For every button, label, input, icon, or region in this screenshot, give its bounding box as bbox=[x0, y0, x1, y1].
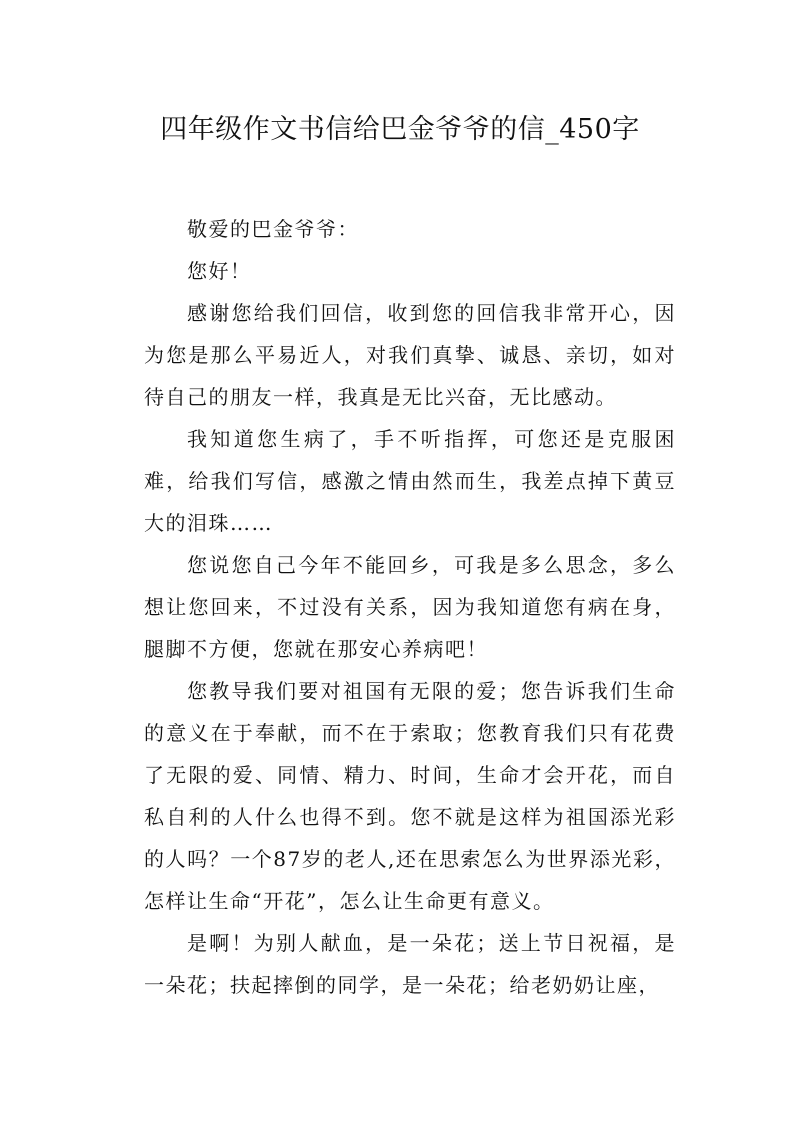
document-body bbox=[144, 208, 676, 1006]
paragraph-hometown: 您说您自己今年不能回乡，可我是多么思念，多么想让您回来，不过没有关系，因为我知道您有病在身，腿脚不方便，您就在那安心养病吧！ bbox=[144, 553, 676, 661]
paragraph-illness: 我知道您生病了，手不听指挥，可您还是克服困难，给我们写信，感激之情由然而生，我差点掉下黄豆大的泪珠…… bbox=[144, 427, 676, 535]
document-title: 四年级作文书信给巴金爷爷的信_450字 bbox=[160, 114, 640, 145]
paragraph-thanks: 感谢您给我们回信，收到您的回信我非常开心，因为您是那么平易近人，对我们真挚、诚恳、亲切，如对待自己的朋友一样，我真是无比兴奋，无比感动。 bbox=[144, 301, 676, 409]
paragraph-flowers: 是啊！为别人献血，是一朵花；送上节日祝福，是一朵花；扶起摔倒的同学，是一朵花；给老奶奶让座， bbox=[144, 931, 676, 997]
greeting-line: 敬爱的巴金爷爷： bbox=[187, 217, 359, 241]
salutation-line: 您好！ bbox=[187, 259, 252, 283]
paragraph-teachings: 您教导我们要对祖国有无限的爱；您告诉我们生命的意义在于奉献，而不在于索取；您教育我们只有花费了无限的爱、同情、精力、时间，生命才会开花，而自私自利的人什么也得不到。您不就是这样为祖国添光彩的人吗？一个87岁的老人,还在思索怎么为世界添光彩，怎样让生命“开花”，怎么让生命更有意义。 bbox=[144, 679, 676, 913]
